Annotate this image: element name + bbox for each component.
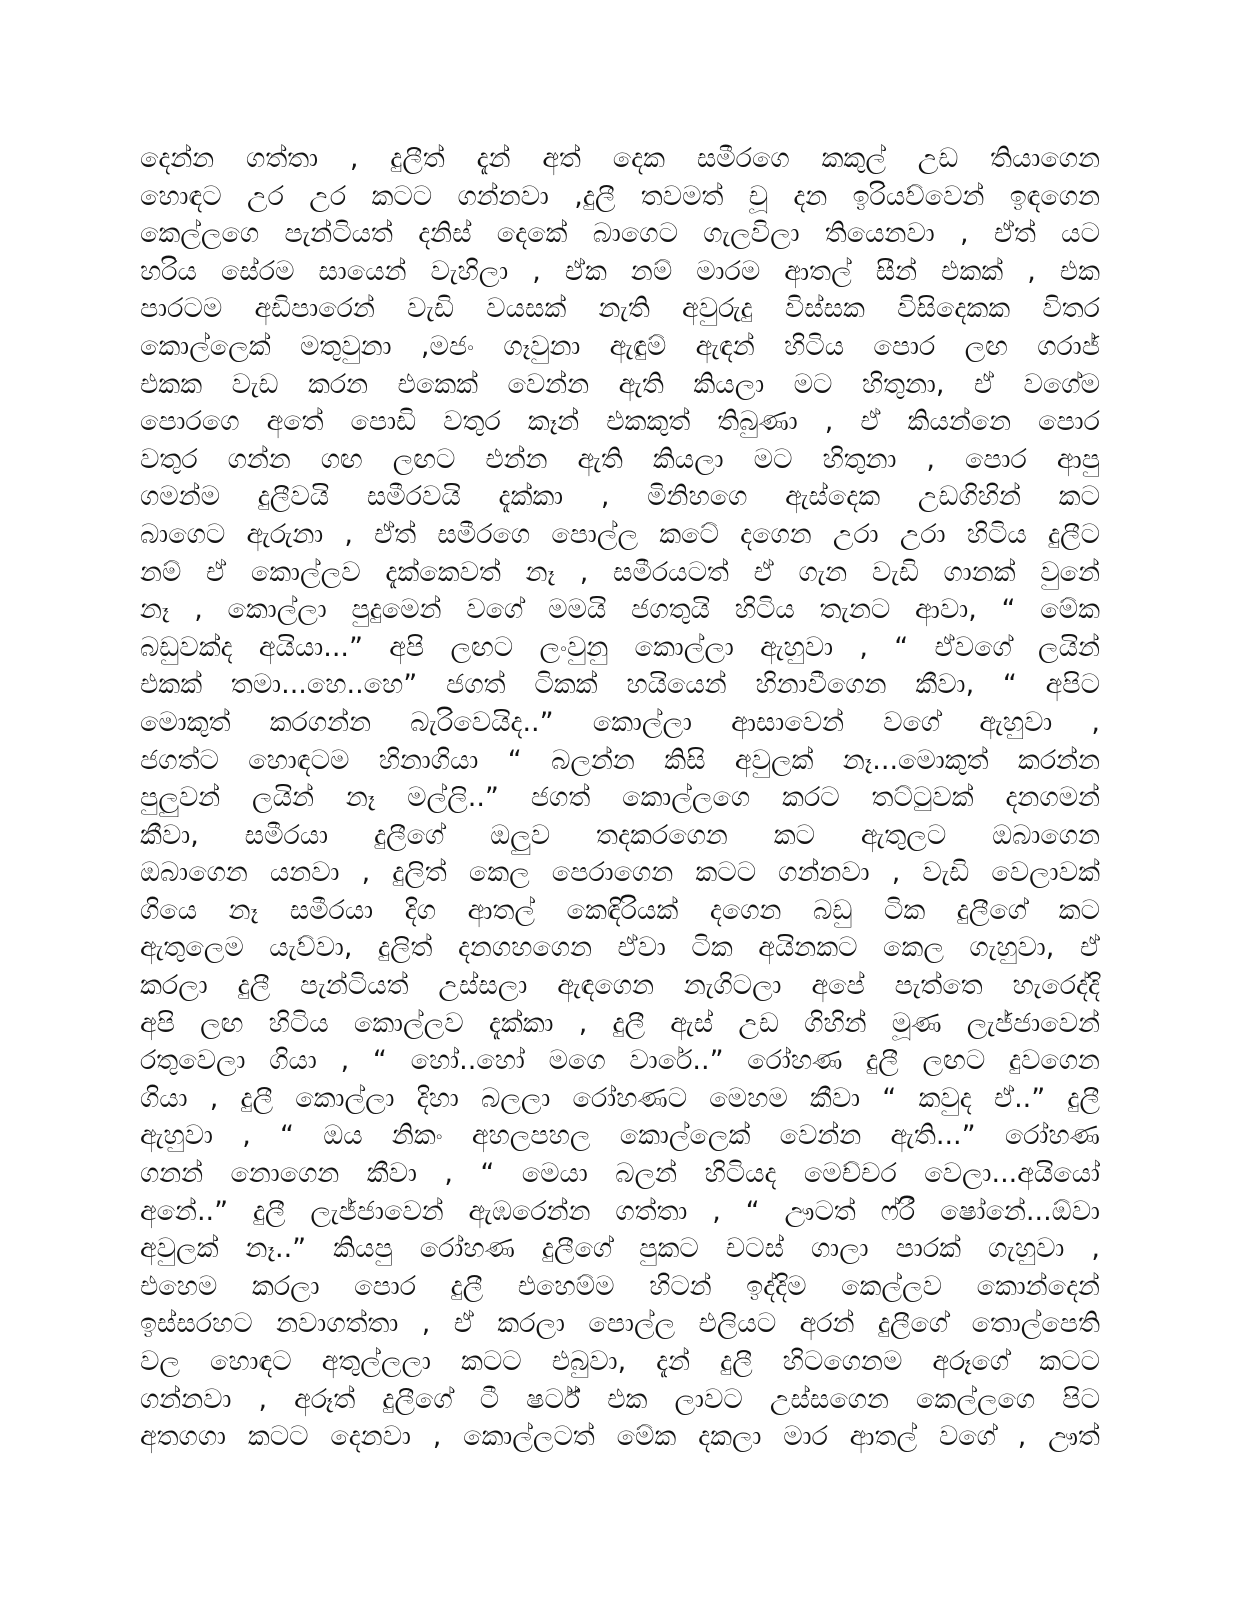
text-line: ඇහුවා , “ ඔය නිකං අහලපහල කොල්ලෙක් වෙන්න ඇති...” රෝහණ (140, 1120, 1100, 1152)
text-line: පාරටම අඩිපාරෙන් වැඩි වයසක් නැති අවුරුදු විස්සක විසිදෙකක විතර (140, 293, 1100, 325)
text-line: හොඳට උර උර කටට ගන්නවා ,දුලී තවමත් චූ දන ඉරියව්වෙන් ඉඳගෙන (140, 180, 1100, 212)
text-line: ඇතුලෙම යැව්වා, දුලිත් දනගහගෙන ඒවා ටික අයිනකට කෙල ගැහුවා, ඒ (140, 932, 1100, 964)
text-line: ගමන්ම දුලීවයි සමීරවයි දැක්කා , මිනිහගෙ ඇස්දෙක උඩගිහින් කට (140, 481, 1100, 513)
text-line: අපි ලඟ හිටිය කොල්ලව දැක්කා , දුලී ඇස් උඩ ගිහින් මූණ ලැජ්ජාවෙන් (140, 1007, 1100, 1039)
text-line: අනේ..” දුලී ලැජ්ජාවෙන් ඇඹරෙන්න ගත්තා , “ ඌටත් ෆ්රී ෂෝනේ...ඕවා (140, 1195, 1100, 1227)
text-line: එකක වැඩ කරන එකෙක් වෙන්න ඇති කියලා මට හිතුනා, ඒ වගේම (140, 368, 1100, 400)
text-line: ජගත්ට හොඳටම හිනාගියා “ බලන්න කිසි අවුලක් නෑ...මොකුත් කරන්න (140, 744, 1100, 776)
text-line: පුලුවන් ලයින් නෑ මල්ලි..” ජගත් කොල්ලගෙ කරට තට්ටුවක් දනගමන් (140, 782, 1100, 814)
text-line: නම් ඒ කොල්ලව දැක්කෙවත් නෑ , සමීරයටත් ඒ ගැන වැඩි ගානක් වුනේ (140, 556, 1100, 588)
text-line: ඉස්සරහට නවාගත්තා , ඒ කරලා පොල්ල එලියට අරන් දුලීගේ තොල්පෙති (140, 1308, 1100, 1340)
text-line: එකක් තමා...හෙ..හෙ” ජගත් ටිකක් හයියෙන් හිනාවීගෙන කීවා, “ අපිට (140, 669, 1100, 701)
text-line: ගනන් නොගෙන කීවා , “ මෙයා බලන් හිටියද මෙච්චර වෙලා...අයියෝ (140, 1158, 1100, 1190)
text-line: කෙල්ලගෙ පැන්ටියත් දනිස් දෙකේ බාගෙට ගැලවිලා තියෙනවා , ඒත් යට (140, 218, 1100, 250)
text-line: වල හොඳට අතුල්ලලා කටට එබුවා, දැන් දුලී හිටගෙනම අරූගේ කටට (140, 1346, 1100, 1377)
text-line: කොල්ලෙක් මතුවුනා ,මජං ගෑවුනා ඇඳුම් ඇඳන් හිටිය පොර ලඟ ගරාජ් (140, 330, 1100, 362)
text-line: දෙන්න ගත්තා , දුලීත් දැන් අත් දෙක සමීරගෙ කකුල් උඩ තියාගෙන (140, 143, 1100, 174)
text-line: ගන්නවා , අරූත් දුලීගේ ටී ෂර්ට් එක ලාවට උස්සගෙන කෙල්ලගෙ පිට (140, 1383, 1100, 1415)
text-line: බාගෙට ඇරුනා , ඒත් සමීරගෙ පොල්ල කටේ දගෙන උරා උරා හිටිය දුලීට (140, 518, 1100, 550)
text-line: එහෙම කරලා පොර දුලී එහෙම්ම හිටන් ඉද්දිම කෙල්ලව කොන්දෙන් (140, 1270, 1100, 1302)
text-line: නෑ , කොල්ලා පුදුමෙන් වගේ මමයි ජගතුයි හිටිය තැනට ආවා, “ මේක (140, 594, 1100, 626)
text-line: කරලා දුලී පැන්ටියත් උස්සලා ඇඳගෙන නැගිටලා අපේ පැත්තෙ හැරෙද්දි (140, 970, 1100, 1002)
text-line: අවුලක් නෑ..” කියපු රෝහණ දුලීගේ පුකට චටස් ගාලා පාරක් ගැහුවා , (140, 1233, 1100, 1265)
text-line: මොකුත් කරගන්න බැරිවෙයිද..” කොල්ලා ආසාවෙන් වගේ ඇහුවා , (140, 706, 1100, 738)
text-line: පොරගෙ අතේ පොඩි වතුර කෑන් එකකුත් තිබුණා , ඒ කියන්නෙ පොර (140, 406, 1100, 438)
text-line: රතුවෙලා ගියා , “ හෝ..හෝ මගෙ වාරේ..” රෝහණ දුලී ලඟට දුවගෙන (140, 1045, 1100, 1077)
text-line: කීවා, සමීරයා දුලීගේ ඔලුව තදකරගෙන කට ඇතුලට ඔබාගෙන (140, 819, 1100, 851)
text-line: ඔබාගෙන යනවා , දුලිත් කෙල පෙරාගෙන කටට ගන්නවා , වැඩි වෙලාවක් (140, 857, 1100, 889)
text-line: බඩුවක්ද අයියා...” අපි ලඟට ලංවුනු කොල්ලා ඇහුවා , “ ඒවගේ ලයින් (140, 631, 1100, 663)
body-text (140, 140, 1100, 1456)
text-line: හරිය සේරම සායෙන් වැහිලා , ඒක නම් මාරම ආතල් සීන් එකක් , එක (140, 255, 1100, 287)
text-line: ගියෙ නෑ සමීරයා දිග ආතල් කෙඳිරියක් දගෙන බඩු ටික දුලීගේ කට (140, 894, 1101, 926)
text-line: වතුර ගන්න ගඟ ලඟට එන්න ඇති කියලා මට හිතුනා , පොර ආපු (140, 443, 1100, 475)
text-line: අතගගා කටට දෙනවා , කොල්ලටත් මේක දකලා මාර ආතල් වගේ , ඌත් (140, 1421, 1100, 1453)
text-line: ගියා , දුලී කොල්ලා දිහා බලලා රෝහණට මෙහම කීවා “ කවුද ඒ..” දුලී (140, 1082, 1100, 1114)
